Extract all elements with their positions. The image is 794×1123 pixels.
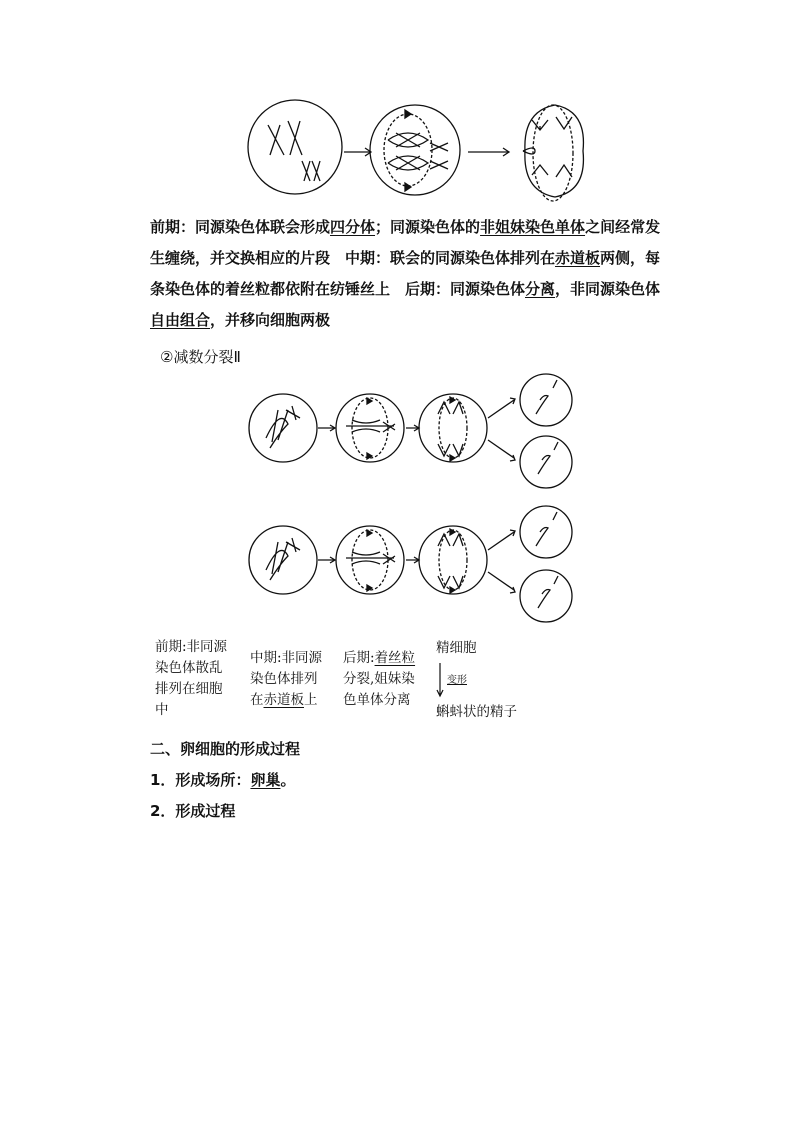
cell-anaphase-2 <box>419 394 487 462</box>
meiosis-2-heading: ②减数分裂Ⅱ <box>160 348 241 366</box>
cell-metaphase-2 <box>336 394 404 462</box>
chromosome-icon <box>536 380 557 414</box>
arrow-icon <box>488 530 515 550</box>
keyword-separation: 分离 <box>525 280 556 298</box>
caption-line: 色单体分离 <box>343 692 411 708</box>
arrow-icon <box>406 425 419 431</box>
chromosomes-icon <box>532 117 572 177</box>
chromosome-icon <box>538 576 558 608</box>
caption-line: 排列在细胞 <box>155 681 223 697</box>
chromosome-icon <box>266 538 300 580</box>
section-two-heading: 二、卵细胞的形成过程 <box>150 740 301 758</box>
caption-line: 后期:着丝粒 <box>343 650 416 666</box>
arrow-icon <box>344 148 371 156</box>
chromosome-icon <box>538 442 558 474</box>
text-segment: ，并移向细胞两极 <box>210 311 331 329</box>
chromosome-icon <box>438 402 463 456</box>
meiosis-1-diagram <box>240 95 590 205</box>
arrow-icon <box>488 440 515 461</box>
chromosomes-icon <box>388 133 448 170</box>
centriole-icon <box>450 397 455 461</box>
keyword-centromere: 着丝粒 <box>374 650 416 666</box>
caption-line: 分裂,姐妹染 <box>343 671 415 687</box>
item-label: 1．形成场所： <box>150 771 251 789</box>
caption-sperm: 蝌蚪状的精子 <box>436 704 517 720</box>
arrow-icon <box>468 148 509 156</box>
arrow-icon <box>488 572 515 593</box>
chromosome-icon <box>536 512 557 546</box>
caption-transform: 变形 <box>447 675 467 686</box>
caption-spermatid: 精细胞 <box>436 640 477 656</box>
chromosomes-icon <box>268 121 320 181</box>
arrow-icon <box>488 398 515 418</box>
cell-prophase-1 <box>248 100 342 194</box>
cell-metaphase-2 <box>336 526 404 594</box>
spermatid-cell <box>520 374 572 426</box>
caption-anaphase <box>343 648 433 711</box>
caption-line: 中 <box>155 702 169 718</box>
chromosome-icon <box>266 406 300 448</box>
centriole-icon <box>450 529 455 593</box>
meiosis-2-diagram <box>248 370 583 630</box>
arrow-icon <box>318 425 335 431</box>
caption-prophase <box>155 637 245 721</box>
keyword-equatorial-plate: 赤道板 <box>263 692 304 708</box>
keyword-equatorial-plate: 赤道板 <box>555 249 601 267</box>
centriole-icon <box>405 110 411 191</box>
caption-line: 染色体排列 <box>250 671 318 687</box>
spermatid-cell <box>520 506 572 558</box>
caption-line: 染色体散乱 <box>155 660 223 676</box>
cell-anaphase-2 <box>419 526 487 594</box>
cell-prophase-2 <box>249 394 317 462</box>
item-1: 1．形成场所：卵巢。 <box>150 771 296 789</box>
text-segment: ；同源染色体的 <box>375 218 481 236</box>
cell-prophase-2 <box>249 526 317 594</box>
text-segment: ，非同源染色体 <box>555 280 661 298</box>
cell-anaphase-1 <box>525 105 584 197</box>
keyword-ovary: 卵巢 <box>250 771 281 789</box>
arrow-icon <box>318 557 335 563</box>
caption-line: 在赤道板上 <box>250 692 318 708</box>
keyword-nonsister-chromatids: 非姐妹染色单体 <box>480 218 586 236</box>
arrow-icon <box>406 557 419 563</box>
caption-line: 中期:非同源 <box>250 650 323 666</box>
text-segment: 两侧，每条染色体的着丝粒都依附在纺锤丝上 后期：同源染色体 <box>150 249 661 298</box>
down-arrow-icon <box>436 663 446 699</box>
chromosome-icon <box>438 534 463 588</box>
caption-line: 前期:非同源 <box>155 639 228 655</box>
text-segment: 前期：同源染色体联会形成 <box>150 218 331 236</box>
text-segment: 之间经常发生缠绕，并交换相应的片段 中期：联会的同源染色体排列在 <box>150 218 661 267</box>
keyword-free-combination: 自由组合 <box>150 311 211 329</box>
meiosis-1-description <box>150 212 670 336</box>
caption-metaphase <box>250 648 340 711</box>
keyword-tetrad: 四分体 <box>330 218 376 236</box>
item-2: 2．形成过程 <box>150 802 236 820</box>
